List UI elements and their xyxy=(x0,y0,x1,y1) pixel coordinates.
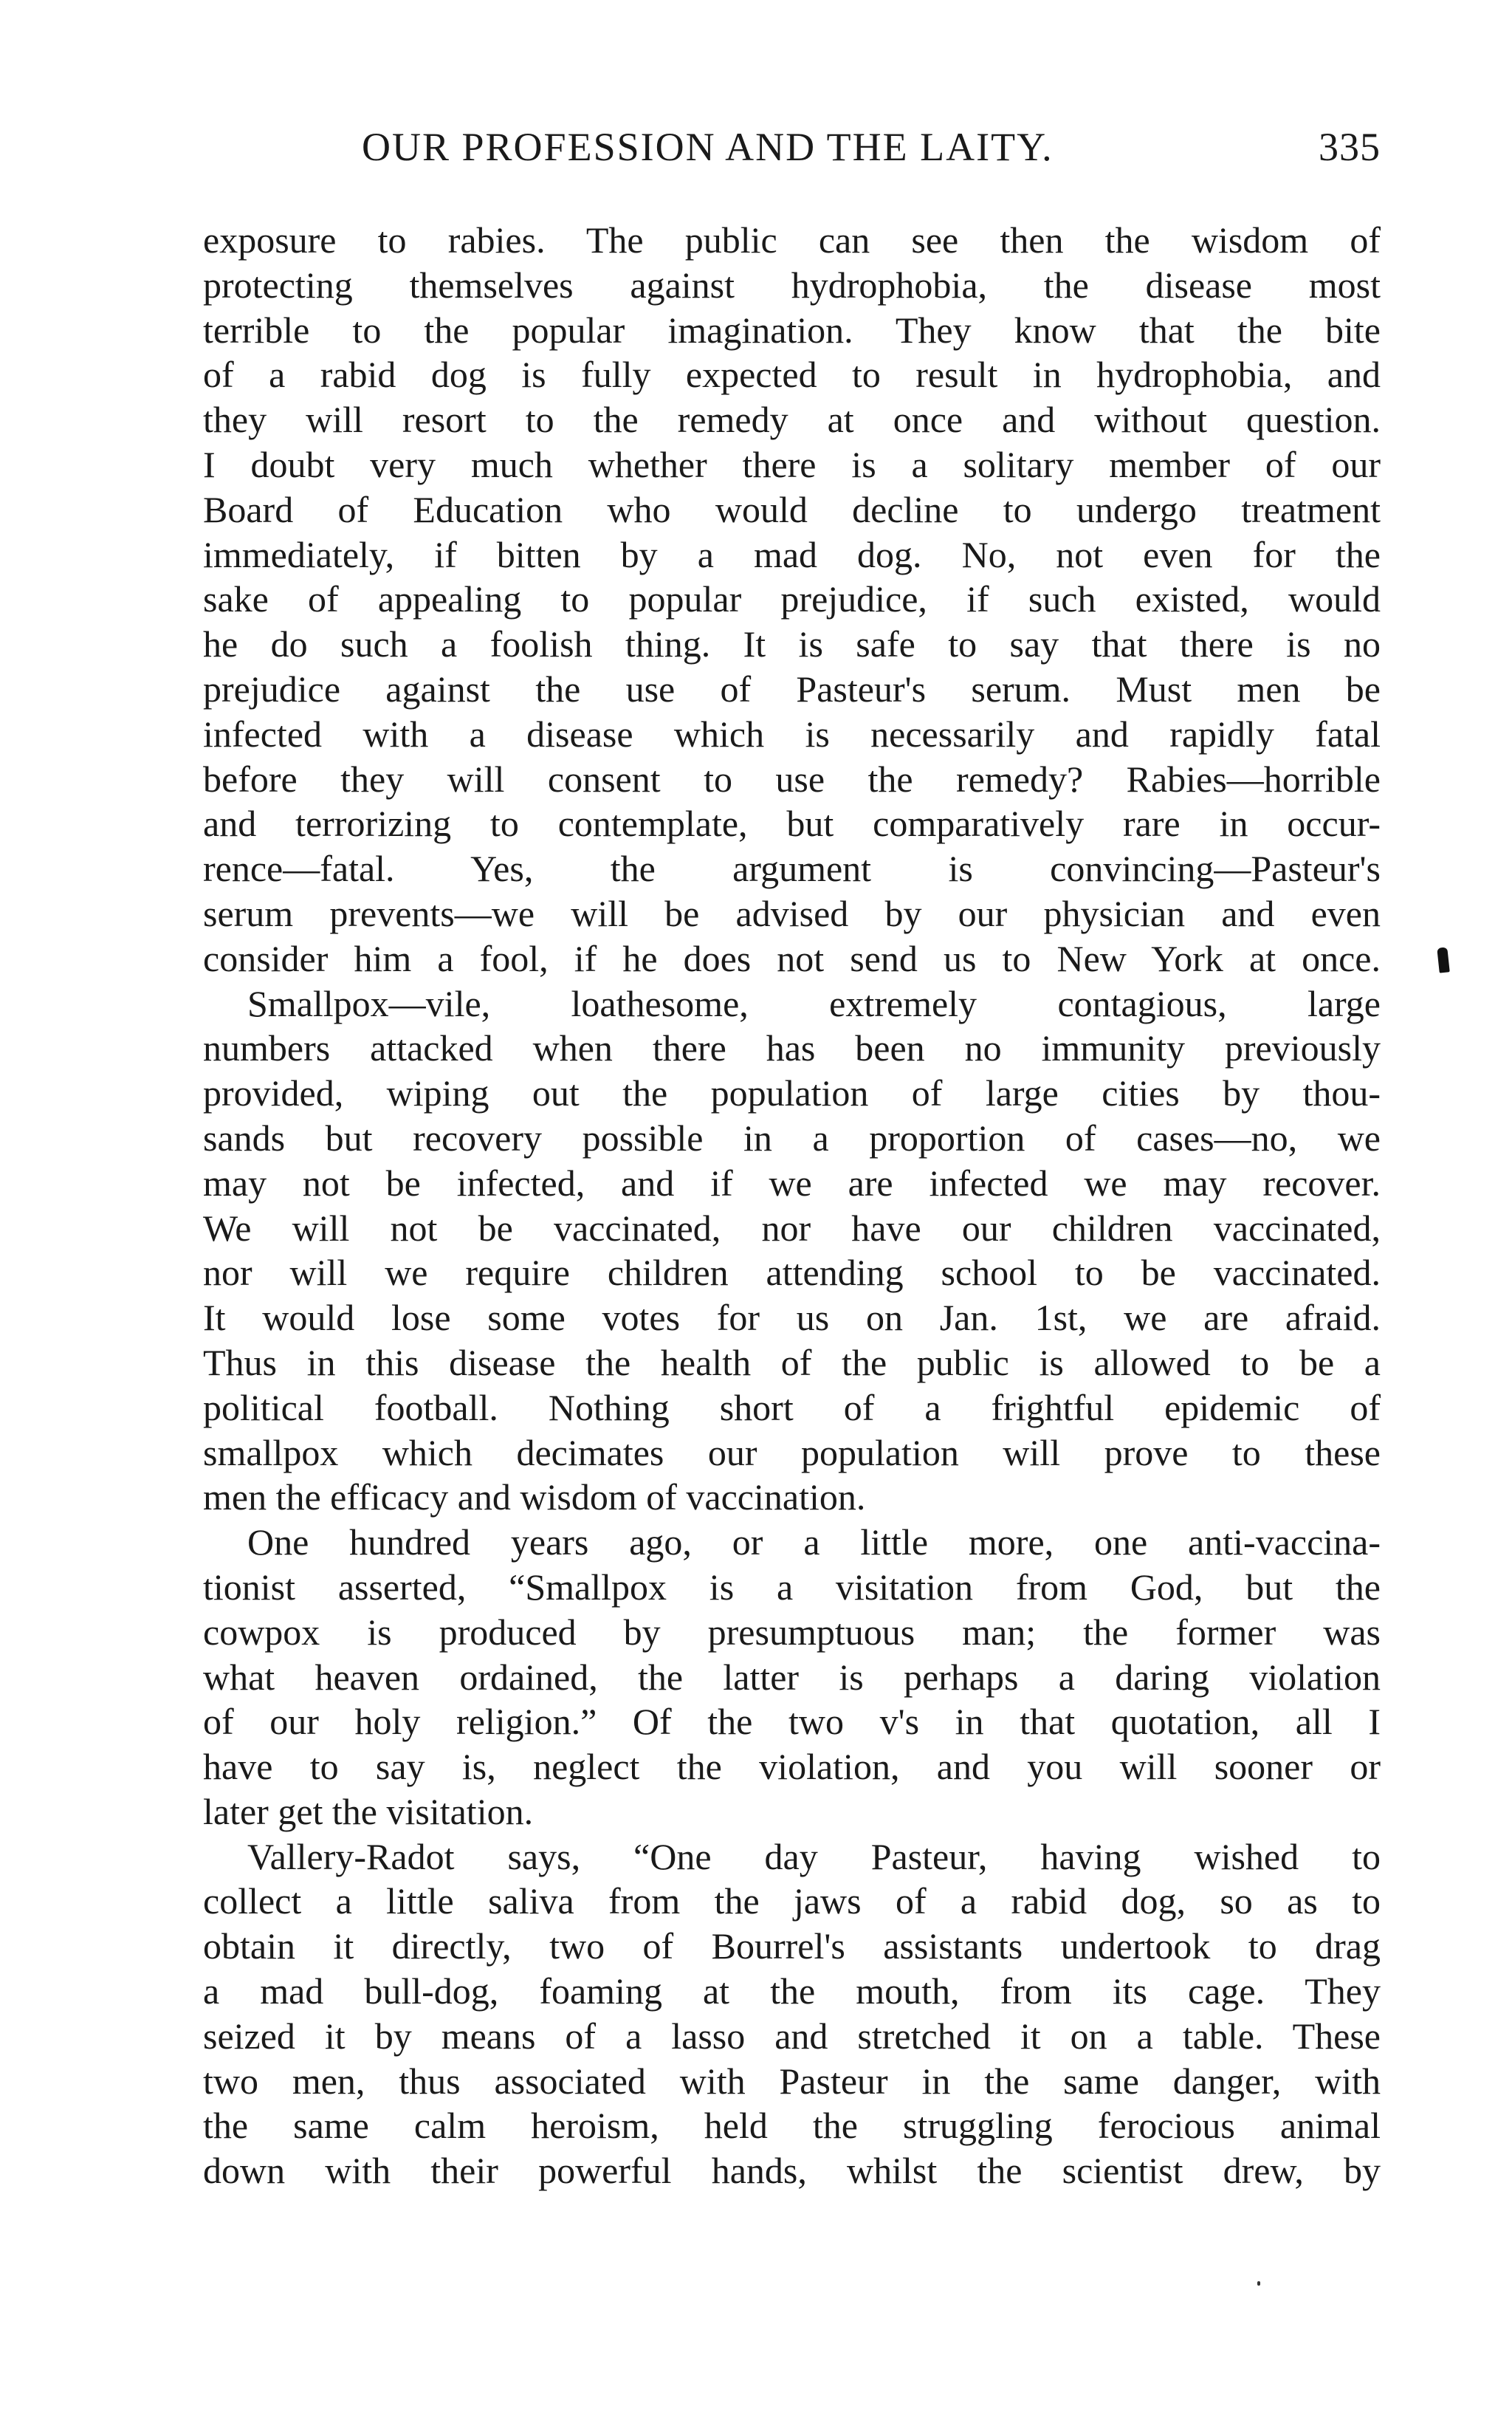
text-line: Thus in this disease the health of the public is allowed to be a xyxy=(203,1341,1381,1383)
paragraph-end-line: later get the visitation. xyxy=(203,1790,534,1832)
text-line: seized it by means of a lasso and stretched it on a table. These xyxy=(203,2015,1381,2057)
page-header xyxy=(347,124,1381,176)
paragraph-end-line: men the efficacy and wisdom of vaccination. xyxy=(203,1476,866,1518)
text-line: Board of Education who would decline to undergo treatment xyxy=(203,488,1381,530)
text-line: obtain it directly, two of Bourrel's assistants undertook to drag xyxy=(203,1925,1381,1967)
text-line: political football. Nothing short of a frightful epidemic of xyxy=(203,1386,1381,1428)
text-line: exposure to rabies. The public can see then the wisdom of xyxy=(203,219,1381,261)
text-line: nor will we require children attending school to be vaccinated. xyxy=(203,1252,1381,1294)
text-line: consider him a fool, if he does not send us to New York at once. xyxy=(203,937,1381,979)
text-line: immediately, if bitten by a mad dog. No, not even for the xyxy=(203,533,1381,575)
text-line: infected with a disease which is necessarily and rapidly fatal xyxy=(203,713,1381,755)
running-title: OUR PROFESSION AND THE LAITY. xyxy=(362,125,1054,169)
text-line: collect a little saliva from the jaws of a rabid dog, so as to xyxy=(203,1880,1381,1922)
text-line: may not be infected, and if we are infected we may recover. xyxy=(203,1162,1381,1204)
text-line: serum prevents—we will be advised by our physician and even xyxy=(203,892,1381,934)
ink-speck xyxy=(1257,2281,1260,2286)
text-line: they will resort to the remedy at once and without question. xyxy=(203,399,1381,441)
text-line: It would lose some votes for us on Jan. 1st, we are afraid. xyxy=(203,1297,1381,1339)
text-line: before they will consent to use the remedy? Rabies—horrible xyxy=(203,758,1381,800)
page-number: 335 xyxy=(1319,125,1381,169)
text-line: of a rabid dog is fully expected to result in hydrophobia, and xyxy=(203,354,1381,396)
text-line: the same calm heroism, held the struggling ferocious animal xyxy=(203,2105,1381,2147)
text-line: sake of appealing to popular prejudice, if such existed, would xyxy=(203,578,1381,620)
text-line: terrible to the popular imagination. They know that the bite xyxy=(203,309,1381,351)
margin-ink-mark xyxy=(1437,947,1449,973)
paragraph-start-line: One hundred years ago, or a little more, one anti-vaccina- xyxy=(247,1521,1381,1563)
paragraph-start-line: Smallpox—vile, loathesome, extremely contagious, large xyxy=(247,982,1381,1024)
text-line: provided, wiping out the population of large cities by thou- xyxy=(203,1072,1381,1114)
text-line: a mad bull-dog, foaming at the mouth, from its cage. They xyxy=(203,1970,1381,2012)
text-line: of our holy religion.” Of the two v's in that quotation, all I xyxy=(203,1701,1381,1743)
text-line: have to say is, neglect the violation, and you will sooner or xyxy=(203,1746,1381,1788)
text-line: prejudice against the use of Pasteur's serum. Must men be xyxy=(203,668,1381,710)
text-line: We will not be vaccinated, nor have our children vaccinated, xyxy=(203,1207,1381,1249)
text-line: sands but recovery possible in a proportion of cases—no, we xyxy=(203,1117,1381,1159)
text-line: cowpox is produced by presumptuous man; the former was xyxy=(203,1611,1381,1653)
text-line: smallpox which decimates our population will prove to these xyxy=(203,1431,1381,1473)
text-line: what heaven ordained, the latter is perhaps a daring violation xyxy=(203,1656,1381,1698)
text-line: protecting themselves against hydrophobia, the disease most xyxy=(203,264,1381,306)
text-line: he do such a foolish thing. It is safe to say that there is no xyxy=(203,623,1381,665)
body-text xyxy=(203,218,1381,2193)
text-line: down with their powerful hands, whilst the scientist drew, by xyxy=(203,2150,1381,2192)
paragraph-start-line: Vallery-Radot says, “One day Pasteur, having wished to xyxy=(247,1835,1381,1877)
text-line: I doubt very much whether there is a solitary member of our xyxy=(203,443,1381,485)
text-line: two men, thus associated with Pasteur in the same danger, with xyxy=(203,2060,1381,2102)
text-line: numbers attacked when there has been no immunity previously xyxy=(203,1027,1381,1069)
text-line: rence—fatal. Yes, the argument is convincing—Pasteur's xyxy=(203,848,1381,890)
text-line: tionist asserted, “Smallpox is a visitation from God, but the xyxy=(203,1566,1381,1608)
text-line: and terrorizing to contemplate, but comparatively rare in occur- xyxy=(203,803,1381,845)
